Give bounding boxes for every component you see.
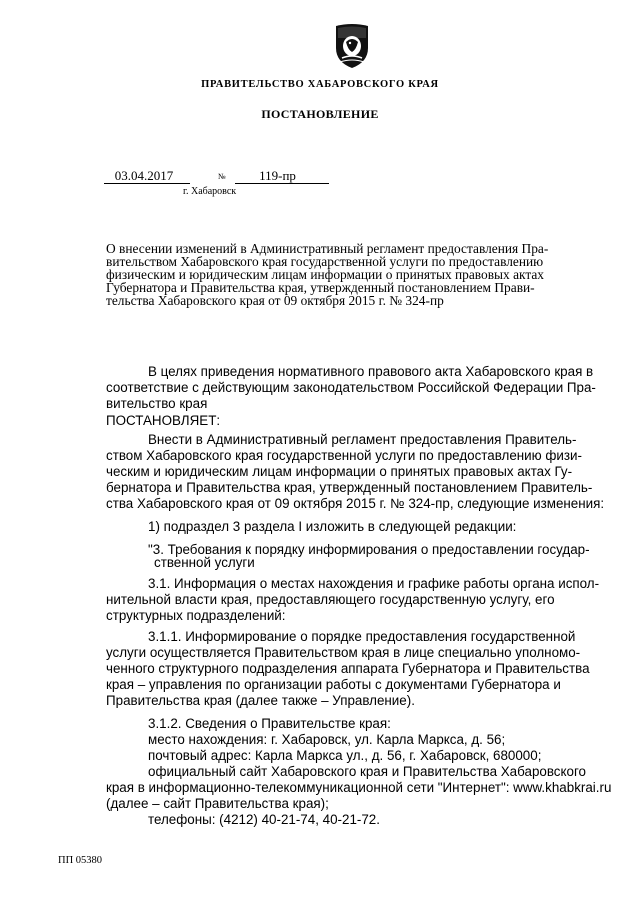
- document-number: 119-пр: [259, 168, 296, 183]
- number-sign: №: [218, 172, 226, 181]
- text-line: ства Хабаровского края от 09 октября 2015 г. № 324-пр, следующие изменения:: [106, 496, 605, 511]
- paragraph-3-1: [106, 576, 608, 624]
- text-line: В целях приведения нормативного правового акта Хабаровского края в: [148, 364, 594, 379]
- text-line: вительство края: [106, 396, 208, 411]
- text-line: (далее – сайт Правительства края);: [106, 796, 329, 811]
- section-3-title: [106, 543, 608, 569]
- document-type: ПОСТАНОВЛЕНИЕ: [261, 107, 379, 121]
- text-line: ченного структурного подразделения аппарата Губернатора и Правительства: [106, 661, 590, 676]
- text-line: края в информационно-телекоммуникационной сети "Интернет": www.khabkrai.ru: [106, 780, 612, 795]
- text-line: телефоны: (4212) 40-21-74, 40-21-72.: [148, 812, 380, 827]
- text-line: ственной услуги: [154, 555, 255, 570]
- coat-of-arms-icon: [328, 22, 376, 70]
- text-line: ческим и юридическим лицам информации о принятых правовых актах Гу-: [106, 464, 573, 479]
- text-line: услуги осуществляется Правительством края в лице специально уполномо-: [106, 645, 581, 660]
- paragraph-3-1-1: [106, 629, 608, 709]
- subject-line: физическим и юридическим лицам информации о принятых правовых актах: [106, 267, 545, 282]
- text-line: края – управления по организации работы с документами Губернатора и: [106, 677, 561, 692]
- item-1: [106, 519, 608, 535]
- text-line: бернатора и Правительства края, утвержденный постановлением Правитель-: [106, 480, 593, 495]
- preamble-paragraph: [106, 364, 608, 412]
- text-line: официальный сайт Хабаровского края и Правительства Хабаровского: [148, 764, 586, 779]
- text-line: ПОСТАНОВЛЯЕТ:: [106, 413, 221, 428]
- text-line: Внести в Административный регламент предоставления Правитель-: [148, 432, 577, 447]
- text-line: нительной власти края, предоставляющего государственную услугу, его: [106, 592, 555, 607]
- text-line: соответствие с действующим законодательством Российской Федерации Пра-: [106, 380, 596, 395]
- subject-line: тельства Хабаровского края от 09 октября 2015 г. № 324-пр: [106, 293, 444, 308]
- date-underline: [104, 183, 190, 184]
- document-city: г. Хабаровск: [183, 186, 237, 197]
- footer-code: ПП 05380: [58, 855, 103, 866]
- text-line: "3. Требования к порядку информирования о предоставлении государ-: [148, 542, 590, 557]
- document-subject: [106, 242, 608, 307]
- text-line: 3.1. Информация о местах нахождения и графике работы органа испол-: [148, 576, 600, 591]
- text-line: структурных подразделений:: [106, 608, 286, 623]
- paragraph-amendments: [106, 432, 608, 512]
- text-line: 1) подраздел 3 раздела I изложить в следующей редакции:: [148, 519, 517, 534]
- text-line: место нахождения: г. Хабаровск, ул. Карла Маркса, д. 56;: [148, 732, 506, 747]
- subject-line: Губернатора и Правительства края, утвержденный постановлением Прави-: [106, 280, 535, 295]
- paragraph-3-1-2: [106, 716, 612, 828]
- subject-line: вительством Хабаровского края государственной услуги по предоставлению: [106, 254, 544, 269]
- organization-name: ПРАВИТЕЛЬСТВО ХАБАРОВСКОГО КРАЯ: [201, 79, 439, 90]
- text-line: ством Хабаровского края государственной услуги по предоставлению физи-: [106, 448, 582, 463]
- text-line: 3.1.1. Информирование о порядке предоставления государственной: [148, 629, 576, 644]
- decree-word: [106, 413, 608, 429]
- text-line: почтовый адрес: Карла Маркса ул., д. 56, г. Хабаровск, 680000;: [148, 748, 542, 763]
- text-line: 3.1.2. Сведения о Правительстве края:: [148, 716, 391, 731]
- text-line: Правительства края (далее также – Управление).: [106, 693, 415, 708]
- number-underline: [235, 183, 329, 184]
- subject-line: О внесении изменений в Административный регламент предоставления Пра-: [106, 241, 549, 256]
- document-date: 03.04.2017: [114, 168, 174, 183]
